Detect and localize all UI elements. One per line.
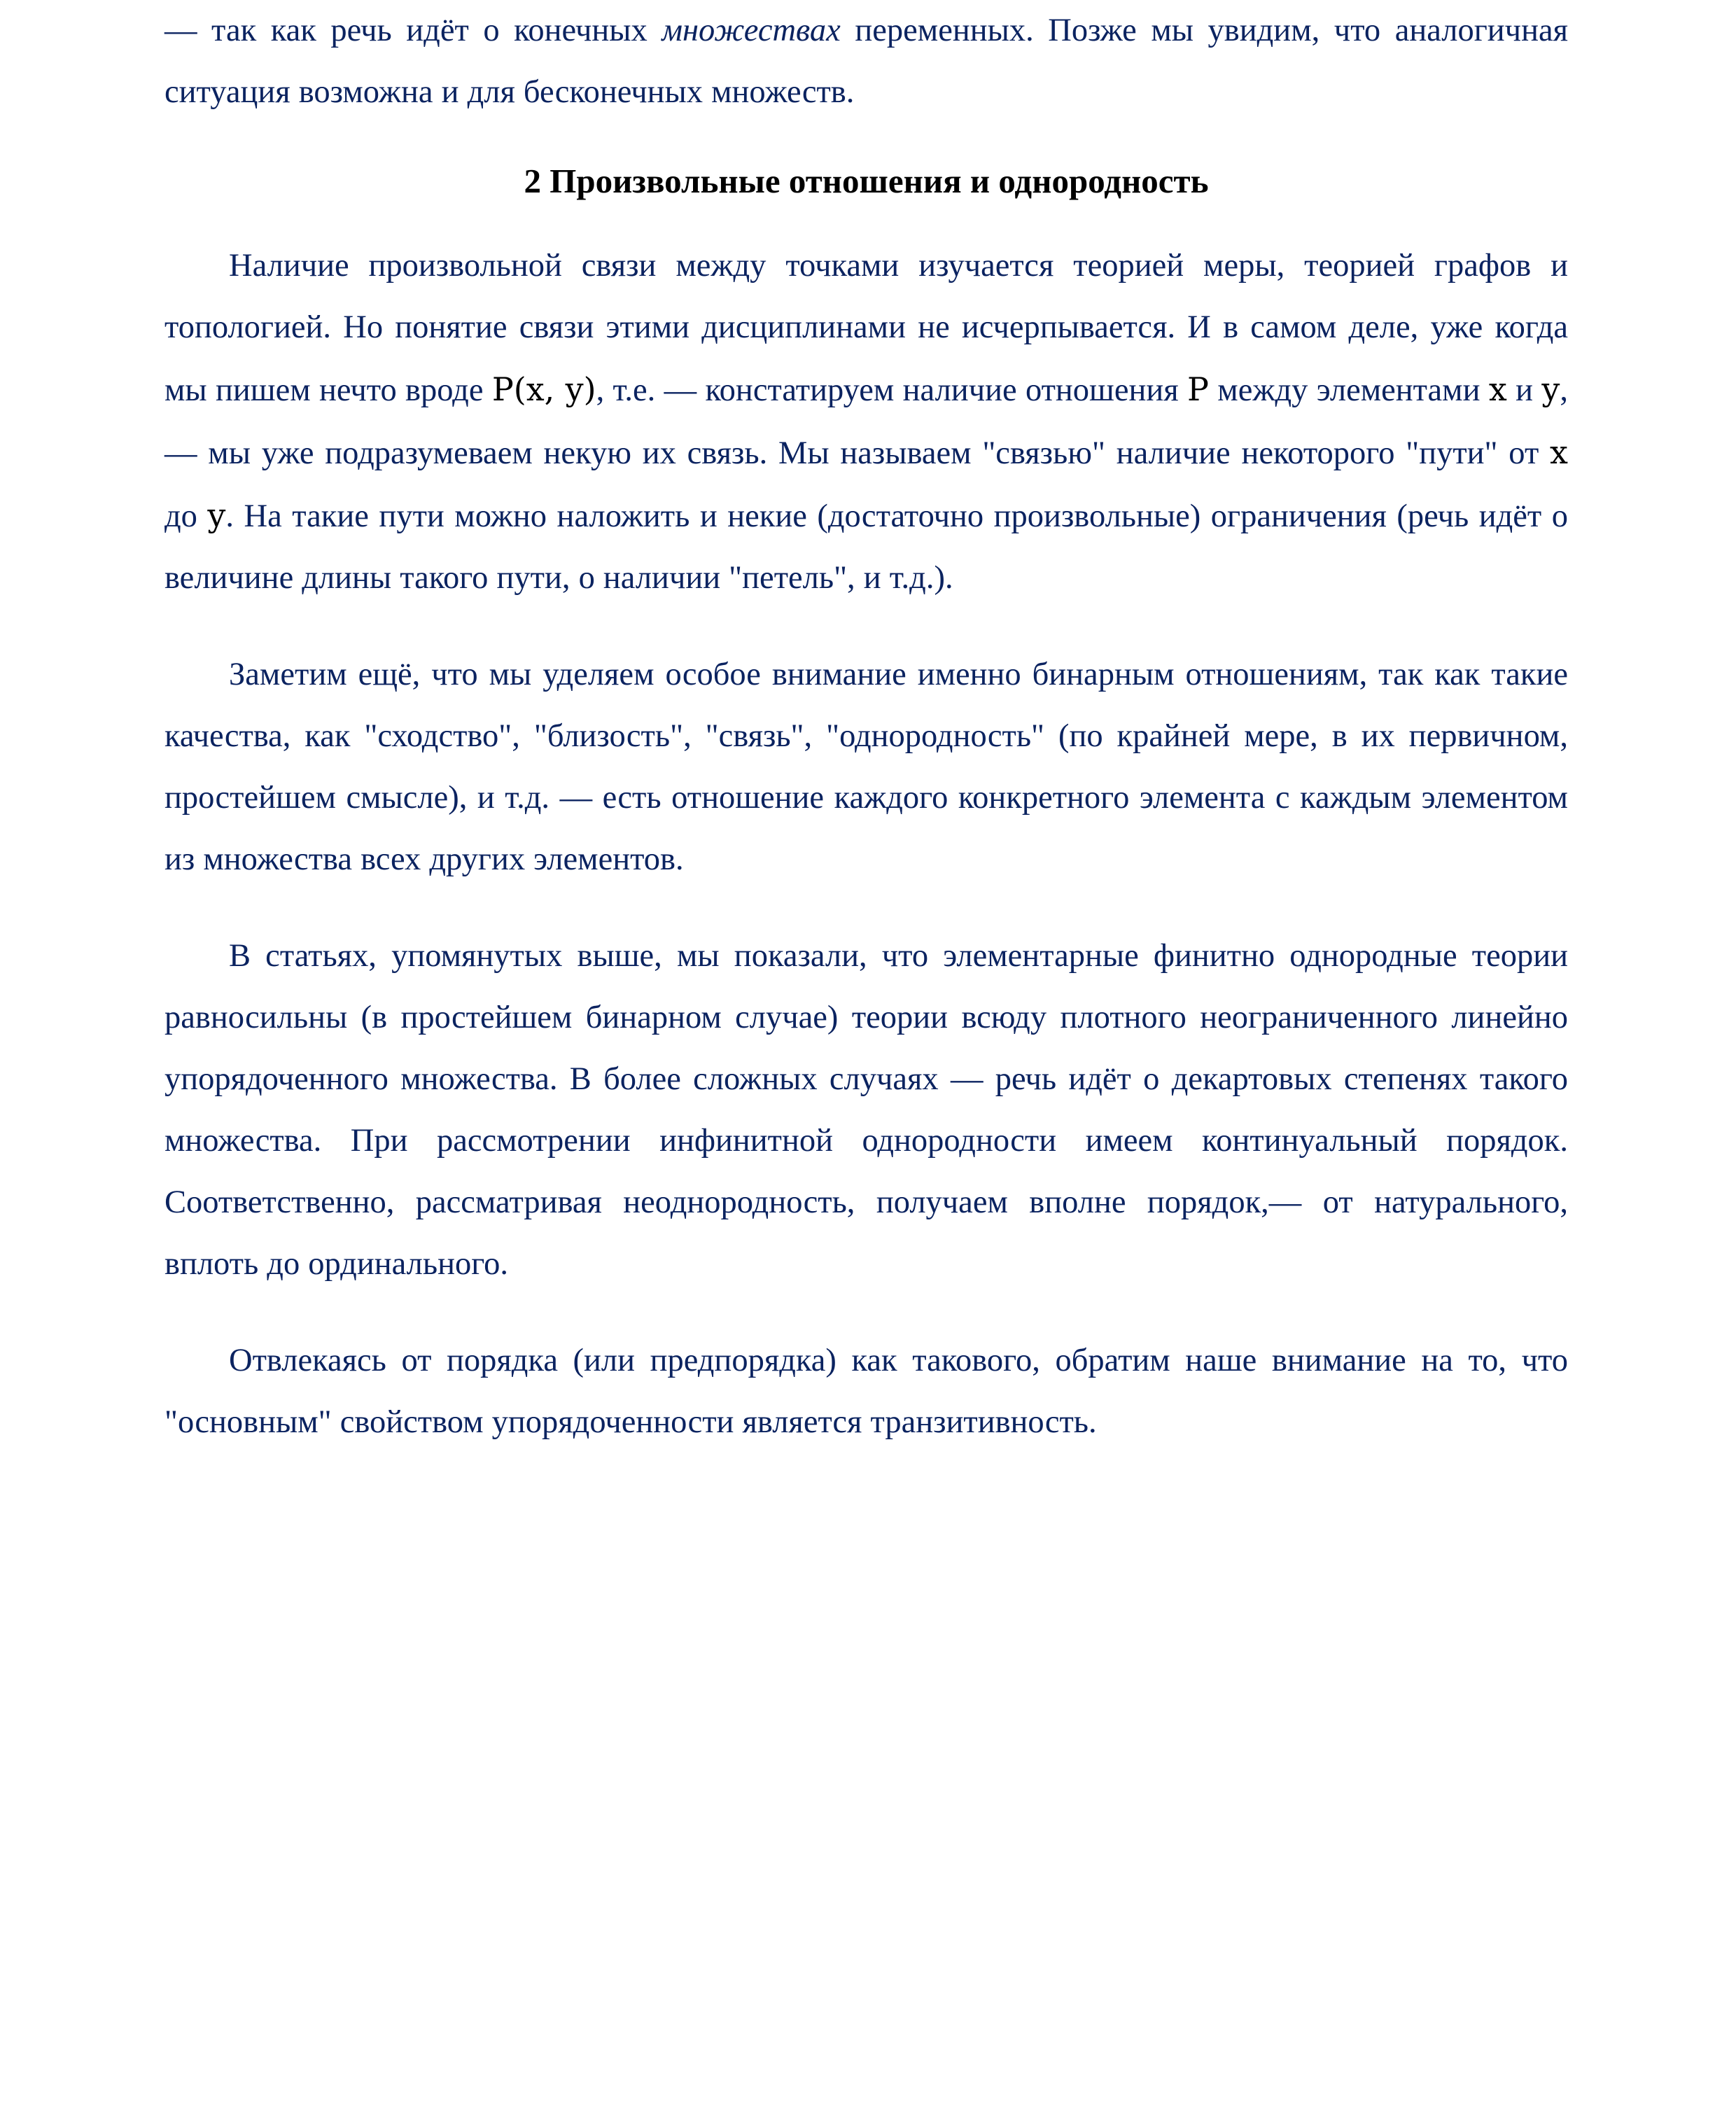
math-variable-y: y <box>207 496 226 534</box>
paragraph-continuation-top <box>164 0 1568 123</box>
document-body <box>164 0 1568 1453</box>
math-variable-x: x <box>1488 370 1507 408</box>
run-text: до <box>164 498 208 534</box>
math-variable-y: y <box>1541 370 1560 408</box>
paragraph-finite-homogeneous: В статьях, упомянутых выше, мы показали, что элементарные финитно однородные теории равносильны (в простейшем бинарном случае) теории всюду плотного неограниченного линейно упорядоченного множества. В более сложных случаях — речь идёт о декартовых степенях такого множества. При рассмотрении инфинитной однородности имеем континуальный порядок. Соответственно, рассматривая неоднородность, получаем вполне порядок,— от натурального, вплоть до ординального. <box>164 938 1568 1282</box>
run-text: . На такие пути можно наложить и некие (достаточно произвольные) ограничения (речь идёт о величине длины такого пути, о наличии "петель", и т.д.). <box>164 498 1568 596</box>
math-relation-p: P <box>1187 370 1209 408</box>
math-relation-pxy: P(x, y) <box>491 370 596 408</box>
paragraph-top-emphasis: множествах <box>662 13 841 48</box>
run-text: ,— мы уже подразумеваем некую их связь. Мы называем "связью" наличие некоторого "пути" от <box>164 372 1568 471</box>
paragraph-top-text-1: — так как речь идёт о конечных <box>164 13 662 48</box>
section-heading-block <box>164 123 1568 235</box>
paragraph-transitivity: Отвлекаясь от порядка (или предпорядка) как такового, обратим наше внимание на то, что "основным" свойством упорядоченности является транзитивность. <box>164 1343 1568 1440</box>
run-text: между элементами <box>1208 372 1489 408</box>
paragraph-top-text-2: переменных. Позже мы увидим, что аналогичная ситуация возможна и для бесконечных множеств. <box>164 13 1568 110</box>
run-text: и <box>1506 372 1542 408</box>
run-text: , т.е. — констатируем наличие отношения <box>596 372 1187 408</box>
paragraph-spacer <box>164 890 1568 925</box>
math-variable-x: x <box>1550 433 1568 471</box>
paragraph-binary-relations: Заметим ещё, что мы уделяем особое внимание именно бинарным отношениям, так как такие качества, как "сходство", "близость", "связь", "однородность" (по крайней мере, в их первичном, простейшем смысле), и т.д. — есть отношение каждого конкретного элемента с каждым элементом из множества всех других элементов. <box>164 657 1568 877</box>
section-heading: 2 Произвольные отношения и однородность <box>524 162 1209 200</box>
paragraph-spacer <box>164 1295 1568 1330</box>
paragraph-arbitrary-connection <box>164 235 1568 609</box>
run-text: Наличие произвольной связи между точками изучается теорией меры, теорией графов и топологией. Но понятие связи этими дисциплинами не исчерпывается. И в самом деле, уже когда мы пишем нечто вроде <box>164 248 1568 408</box>
paragraph-spacer <box>164 609 1568 644</box>
